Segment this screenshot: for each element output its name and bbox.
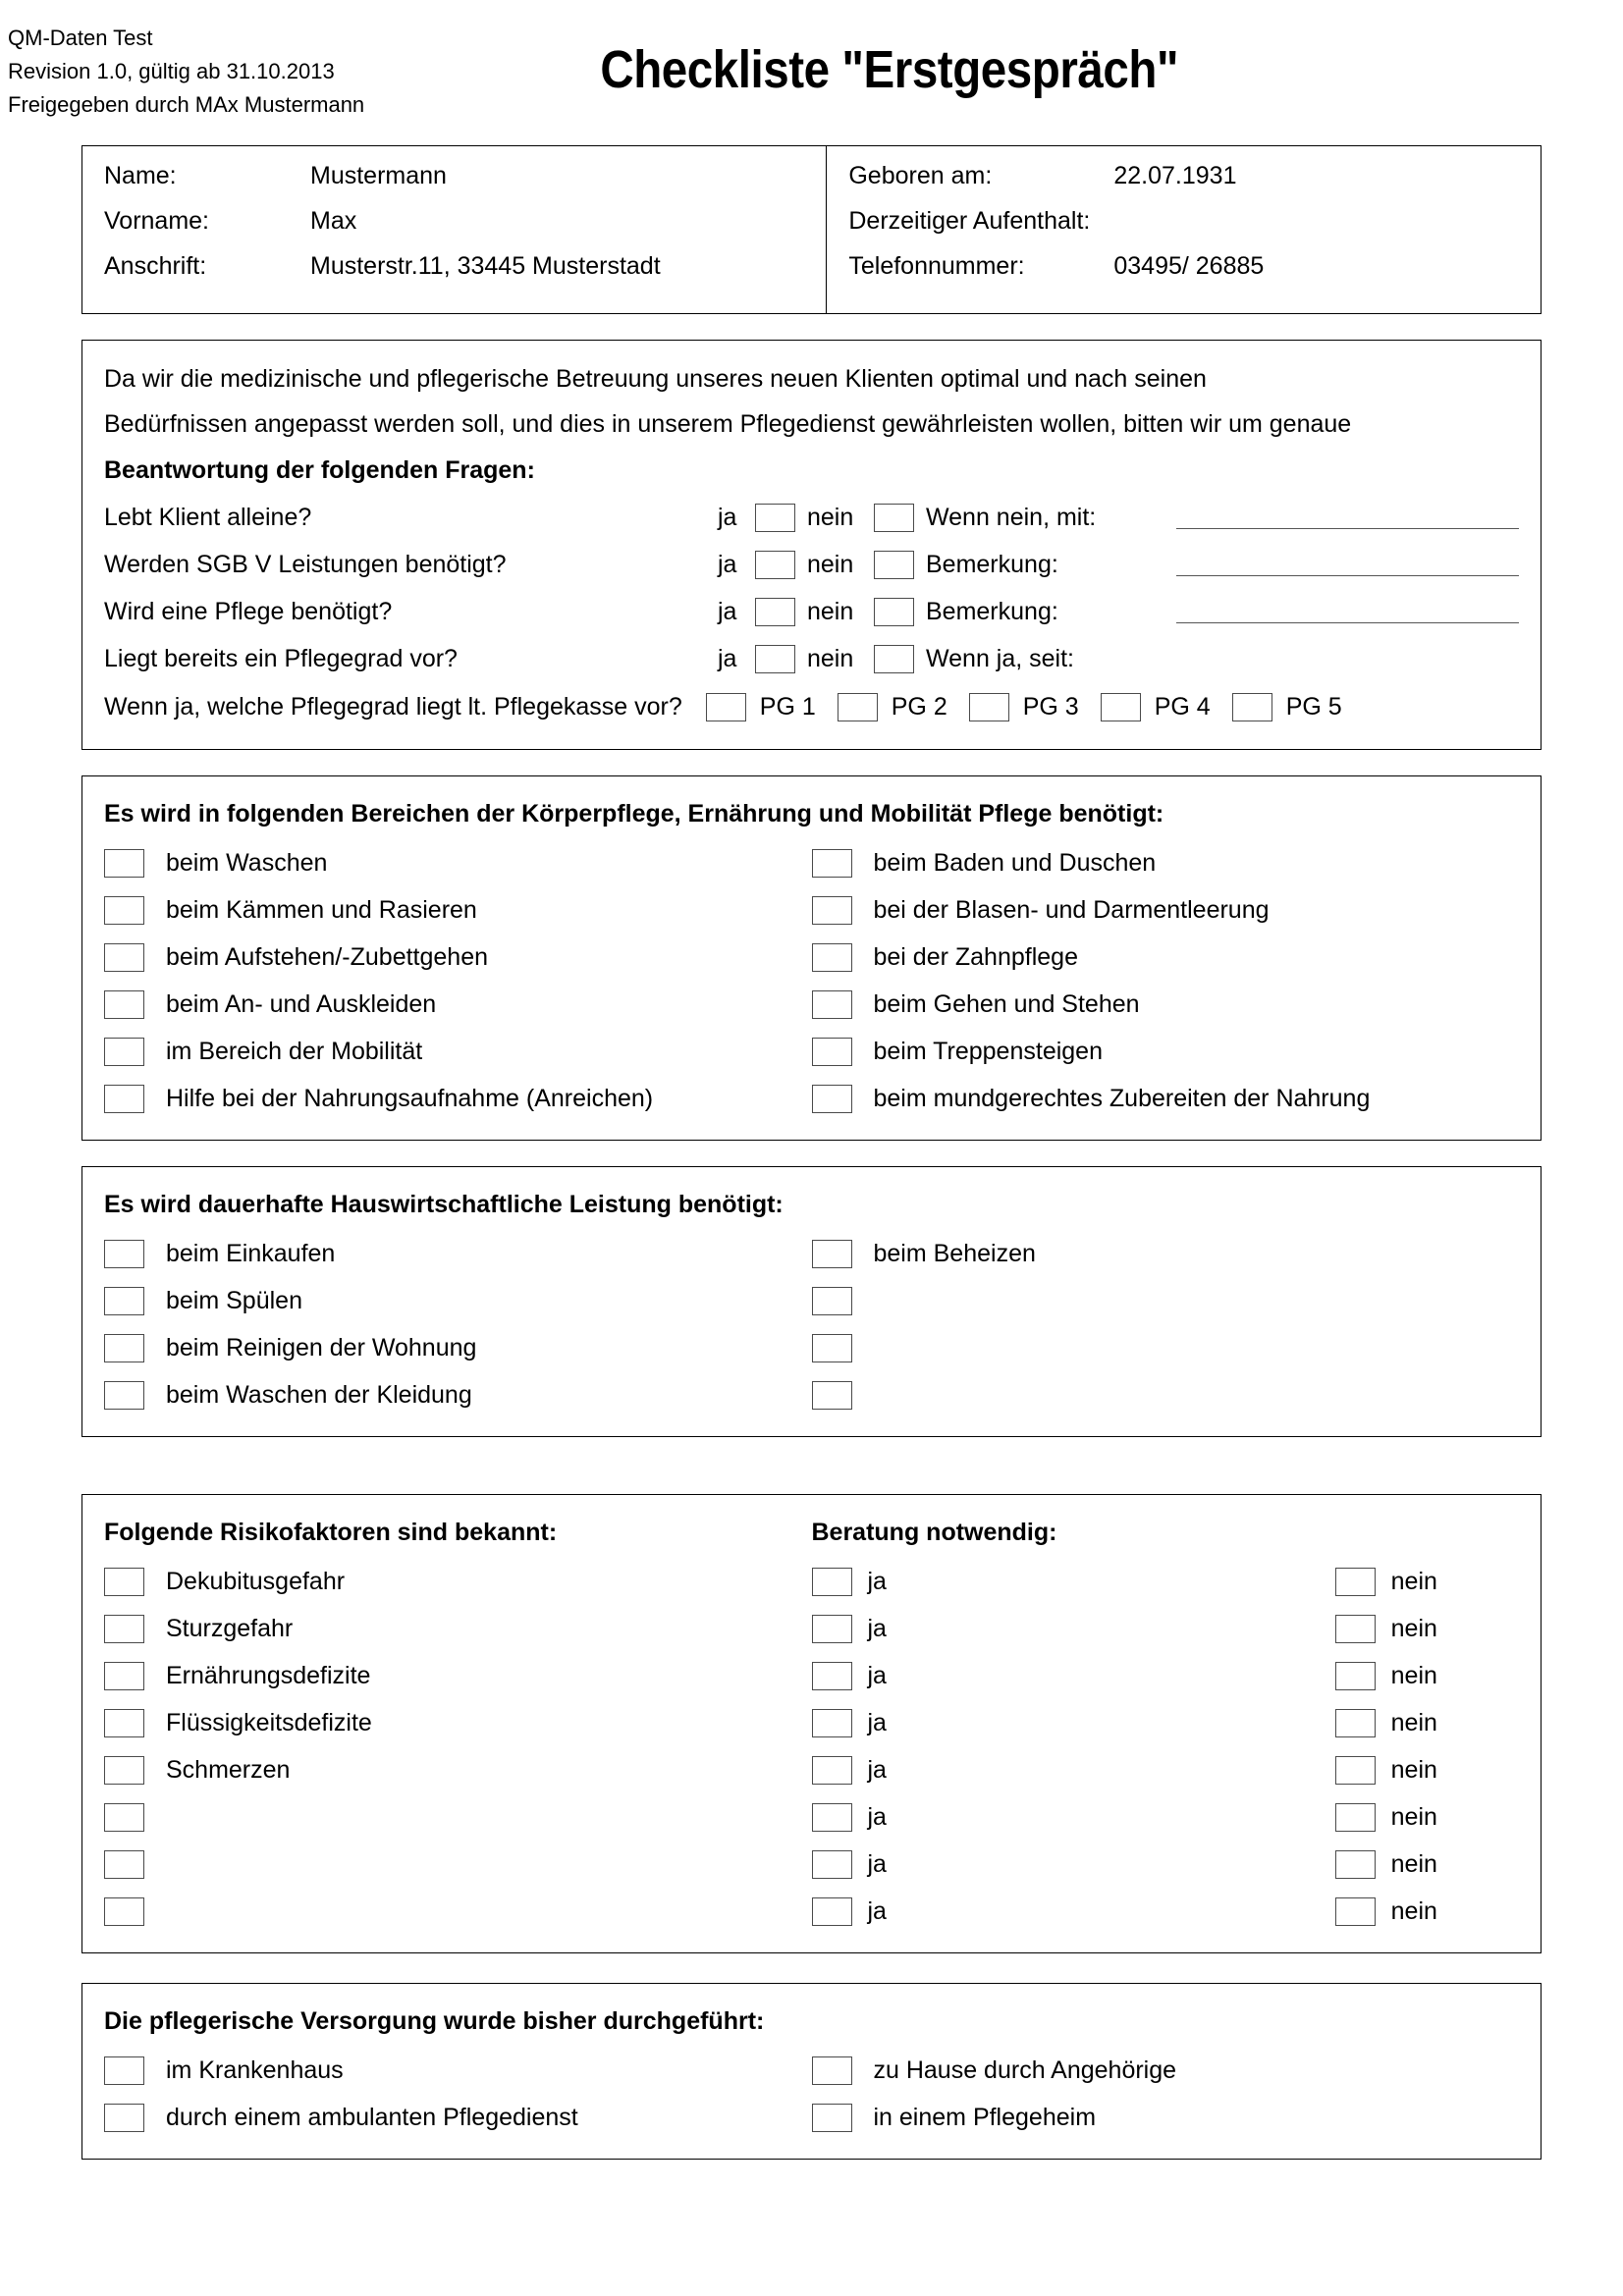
risk-checkbox[interactable] xyxy=(104,1662,144,1690)
hauswirtschaft-section xyxy=(81,1166,1542,1437)
question-nein-checkbox[interactable] xyxy=(874,598,914,626)
checkbox-row xyxy=(104,1277,812,1324)
patient-geboren-value[interactable]: 22.07.1931 xyxy=(1113,162,1237,189)
checkbox-row xyxy=(104,1028,812,1075)
patient-row-vorname xyxy=(104,207,826,252)
patient-geboren-label: Geboren am: xyxy=(848,162,993,189)
patient-anschrift-value[interactable]: Musterstr.11, 33445 Musterstadt xyxy=(310,252,661,280)
hauswirtschaft-title: Es wird dauerhafte Hauswirtschaftliche Leistung benötigt: xyxy=(104,1191,784,1218)
patient-anschrift-label: Anschrift: xyxy=(104,252,207,280)
question-row xyxy=(104,541,1519,588)
beratung-ja-checkbox[interactable] xyxy=(812,1662,852,1690)
checkbox-label: bei der Zahnpflege xyxy=(873,942,1078,971)
risk-checkbox[interactable] xyxy=(104,1568,144,1596)
risk-row xyxy=(104,1558,1519,1605)
pflegegrad-option-4 xyxy=(1101,693,1232,721)
question-ja-label: ja xyxy=(718,644,737,672)
beratung-nein-checkbox[interactable] xyxy=(1335,1897,1376,1926)
beratung-ja-cell xyxy=(812,1662,1335,1690)
risk-checkbox[interactable] xyxy=(104,1897,144,1926)
question-row xyxy=(104,494,1519,541)
question-row xyxy=(104,588,1519,635)
beratung-nein-checkbox[interactable] xyxy=(1335,1850,1376,1879)
risk-checkbox[interactable] xyxy=(104,1756,144,1785)
patient-name-label: Name: xyxy=(104,162,177,189)
checkbox-row xyxy=(104,1075,812,1122)
checkbox-row xyxy=(812,1371,1520,1418)
checkbox-label: beim Waschen der Kleidung xyxy=(166,1380,472,1409)
patient-vorname-label: Vorname: xyxy=(104,207,210,235)
checkbox-row xyxy=(812,934,1520,981)
question-label: Werden SGB V Leistungen benötigt? xyxy=(104,550,507,578)
question-nein-checkbox[interactable] xyxy=(874,504,914,532)
question-row xyxy=(104,635,1519,682)
patient-row-geboren xyxy=(848,162,1541,207)
hauswirtschaft-checkbox[interactable] xyxy=(812,1381,852,1410)
koerperpflege-checkbox[interactable] xyxy=(812,990,852,1019)
beratung-nein-label: nein xyxy=(1390,1614,1437,1642)
checkbox-row xyxy=(104,1371,812,1418)
question-nein-label: nein xyxy=(807,550,854,578)
question-label: Lebt Klient alleine? xyxy=(104,503,312,531)
question-nein-checkbox[interactable] xyxy=(874,551,914,579)
question-note-label: Bemerkung: xyxy=(926,597,1058,625)
question-note-spacer xyxy=(1176,669,1519,670)
question-label: Liegt bereits ein Pflegegrad vor? xyxy=(104,644,458,672)
checkbox-row xyxy=(104,934,812,981)
checkbox-label: beim Beheizen xyxy=(873,1239,1036,1267)
pflegegrad-option-5 xyxy=(1232,693,1364,721)
checkbox-label: beim Gehen und Stehen xyxy=(873,989,1140,1018)
versorgung-section xyxy=(81,1983,1542,2160)
beratung-ja-label: ja xyxy=(867,1567,887,1595)
koerperpflege-title: Es wird in folgenden Bereichen der Körperpflege, Ernährung und Mobilität Pflege benötigt: xyxy=(104,800,1164,828)
beratung-ja-label: ja xyxy=(867,1708,887,1736)
beratung-nein-checkbox[interactable] xyxy=(1335,1709,1376,1737)
document-header xyxy=(0,0,1623,145)
checkbox-row xyxy=(104,839,812,886)
doc-meta-line-3: Freigegeben durch MAx Mustermann xyxy=(8,92,365,117)
checkbox-row xyxy=(812,1028,1520,1075)
hauswirtschaft-checkbox[interactable] xyxy=(812,1287,852,1315)
hauswirtschaft-left-column xyxy=(104,1230,812,1418)
patient-data-left-column xyxy=(82,146,826,313)
checkbox-row xyxy=(812,1277,1520,1324)
patient-name-value[interactable]: Mustermann xyxy=(310,162,447,189)
hauswirtschaft-checkbox[interactable] xyxy=(812,1240,852,1268)
checkbox-label: bei der Blasen- und Darmentleerung xyxy=(873,895,1270,924)
question-note-label: Bemerkung: xyxy=(926,550,1058,578)
beratung-nein-cell xyxy=(1335,1615,1519,1643)
question-note-input-line[interactable] xyxy=(1176,621,1519,623)
beratung-ja-checkbox[interactable] xyxy=(812,1568,852,1596)
checkbox-row xyxy=(812,839,1520,886)
risk-label: Sturzgefahr xyxy=(166,1614,294,1642)
versorgung-checkbox[interactable] xyxy=(104,2104,144,2132)
risikofaktoren-title: Folgende Risikofaktoren sind bekannt: xyxy=(104,1519,558,1546)
beratung-ja-label: ja xyxy=(867,1755,887,1784)
patient-vorname-value[interactable]: Max xyxy=(310,207,357,235)
versorgung-checkbox[interactable] xyxy=(104,2056,144,2085)
koerperpflege-section xyxy=(81,775,1542,1141)
checkbox-label: beim Baden und Duschen xyxy=(873,848,1157,877)
beratung-nein-checkbox[interactable] xyxy=(1335,1756,1376,1785)
beratung-ja-checkbox[interactable] xyxy=(812,1850,852,1879)
patient-data-table xyxy=(81,145,1542,314)
beratung-ja-label: ja xyxy=(867,1849,887,1878)
risk-label: Ernährungsdefizite xyxy=(166,1661,371,1689)
intro-text-bold: Beantwortung der folgenden Fragen: xyxy=(104,456,535,484)
koerperpflege-checkbox[interactable] xyxy=(812,1085,852,1113)
patient-row-anschrift xyxy=(104,252,826,297)
versorgung-checkbox[interactable] xyxy=(812,2104,852,2132)
risk-row xyxy=(104,1841,1519,1888)
checkbox-row xyxy=(812,981,1520,1028)
risk-row xyxy=(104,1699,1519,1746)
checkbox-label: beim Spülen xyxy=(166,1286,302,1314)
koerperpflege-columns xyxy=(104,839,1519,1122)
beratung-ja-label: ja xyxy=(867,1802,887,1831)
beratung-nein-cell xyxy=(1335,1897,1519,1926)
versorgung-checkbox[interactable] xyxy=(812,2056,852,2085)
checkbox-row xyxy=(812,886,1520,934)
intro-questions-section xyxy=(81,340,1542,750)
beratung-nein-label: nein xyxy=(1390,1661,1437,1689)
risikofaktoren-headers xyxy=(104,1511,1519,1554)
beratung-nein-cell xyxy=(1335,1568,1519,1596)
beratung-title: Beratung notwendig: xyxy=(811,1519,1057,1546)
question-ja-label: ja xyxy=(718,597,737,625)
beratung-nein-checkbox[interactable] xyxy=(1335,1568,1376,1596)
beratung-nein-checkbox[interactable] xyxy=(1335,1803,1376,1832)
pflegegrad-option-3 xyxy=(969,693,1101,721)
risk-label: Dekubitusgefahr xyxy=(166,1567,346,1595)
checkbox-row xyxy=(104,1324,812,1371)
checkbox-label: durch einem ambulanten Pflegedienst xyxy=(166,2103,578,2131)
beratung-nein-cell xyxy=(1335,1803,1519,1832)
koerperpflege-checkbox[interactable] xyxy=(104,896,144,925)
question-ja-label: ja xyxy=(718,503,737,531)
checkbox-label xyxy=(852,1395,874,1396)
patient-aufenthalt-label: Derzeitiger Aufenthalt: xyxy=(848,207,1091,235)
beratung-nein-label: nein xyxy=(1390,1849,1437,1878)
question-note-label: Wenn nein, mit: xyxy=(926,503,1097,531)
checkbox-row xyxy=(812,1324,1520,1371)
risk-checkbox[interactable] xyxy=(104,1803,144,1832)
intro-text-line-1: Da wir die medizinische und pflegerische Betreuung unseres neuen Klienten optimal und nach seinen xyxy=(104,365,1207,393)
checkbox-label: beim mundgerechtes Zubereiten der Nahrung xyxy=(873,1084,1371,1112)
beratung-ja-checkbox[interactable] xyxy=(812,1803,852,1832)
hauswirtschaft-checkbox[interactable] xyxy=(104,1240,144,1268)
checkbox-label: beim Aufstehen/-Zubettgehen xyxy=(166,942,489,971)
koerperpflege-checkbox[interactable] xyxy=(812,943,852,972)
beratung-nein-label: nein xyxy=(1390,1896,1437,1925)
risk-name-cell xyxy=(104,1756,812,1785)
page-title: Checkliste "Erstgespräch" xyxy=(600,40,1179,99)
beratung-nein-label: nein xyxy=(1390,1708,1437,1736)
versorgung-columns xyxy=(104,2047,1519,2141)
beratung-ja-checkbox[interactable] xyxy=(812,1615,852,1643)
patient-telefon-label: Telefonnummer: xyxy=(848,252,1025,280)
hauswirtschaft-checkbox[interactable] xyxy=(104,1334,144,1362)
beratung-ja-checkbox[interactable] xyxy=(812,1756,852,1785)
risk-row xyxy=(104,1652,1519,1699)
koerperpflege-left-column xyxy=(104,839,812,1122)
koerperpflege-checkbox[interactable] xyxy=(104,990,144,1019)
koerperpflege-checkbox[interactable] xyxy=(812,849,852,878)
checkbox-label: beim An- und Auskleiden xyxy=(166,989,437,1018)
risk-name-cell xyxy=(104,1568,812,1596)
checkbox-label: im Krankenhaus xyxy=(166,2056,344,2084)
patient-row-name xyxy=(104,162,826,207)
risk-row xyxy=(104,1793,1519,1841)
question-ja-label: ja xyxy=(718,550,737,578)
risk-row xyxy=(104,1888,1519,1935)
hauswirtschaft-checkbox[interactable] xyxy=(104,1381,144,1410)
koerperpflege-checkbox[interactable] xyxy=(812,896,852,925)
beratung-nein-cell xyxy=(1335,1662,1519,1690)
pflegegrad-5-checkbox[interactable] xyxy=(1232,693,1272,721)
question-ja-checkbox[interactable] xyxy=(755,504,795,532)
pflegegrad-4-checkbox[interactable] xyxy=(1101,693,1141,721)
beratung-ja-cell xyxy=(812,1850,1335,1879)
risk-checkbox[interactable] xyxy=(104,1850,144,1879)
beratung-nein-label: nein xyxy=(1390,1802,1437,1831)
koerperpflege-checkbox[interactable] xyxy=(104,1038,144,1066)
koerperpflege-checkbox[interactable] xyxy=(812,1038,852,1066)
versorgung-left-column xyxy=(104,2047,812,2141)
doc-meta-line-1: QM-Daten Test xyxy=(8,26,153,50)
pflegegrad-2-label: PG 2 xyxy=(891,692,947,721)
checkbox-row xyxy=(812,2047,1520,2094)
pflegegrad-5-label: PG 5 xyxy=(1285,692,1342,721)
patient-telefon-value[interactable]: 03495/ 26885 xyxy=(1113,252,1265,280)
risk-checkbox[interactable] xyxy=(104,1709,144,1737)
beratung-ja-cell xyxy=(812,1803,1335,1832)
pflegegrad-3-checkbox[interactable] xyxy=(969,693,1009,721)
checkbox-label xyxy=(852,1301,874,1302)
risk-name-cell xyxy=(104,1615,812,1643)
beratung-ja-cell xyxy=(812,1897,1335,1926)
checkbox-label: im Bereich der Mobilität xyxy=(166,1037,423,1065)
checkbox-label: beim Kämmen und Rasieren xyxy=(166,895,477,924)
koerperpflege-right-column xyxy=(812,839,1520,1122)
question-note-label: Wenn ja, seit: xyxy=(926,644,1075,672)
pflegegrad-option-1 xyxy=(706,693,838,721)
pflegegrad-option-2 xyxy=(838,693,969,721)
hauswirtschaft-right-column xyxy=(812,1230,1520,1418)
checkbox-label: beim Reinigen der Wohnung xyxy=(166,1333,477,1362)
patient-row-telefon xyxy=(848,252,1541,297)
patient-data-right-column xyxy=(826,146,1541,313)
beratung-ja-cell xyxy=(812,1756,1335,1785)
risk-checkbox[interactable] xyxy=(104,1615,144,1643)
risk-name-cell xyxy=(104,1897,812,1926)
beratung-ja-cell xyxy=(812,1709,1335,1737)
question-note-input-line[interactable] xyxy=(1176,527,1519,529)
beratung-nein-label: nein xyxy=(1390,1567,1437,1595)
question-note-input-line[interactable] xyxy=(1176,574,1519,576)
checkbox-label: Hilfe bei der Nahrungsaufnahme (Anreichen) xyxy=(166,1084,654,1112)
beratung-ja-label: ja xyxy=(867,1614,887,1642)
koerperpflege-checkbox[interactable] xyxy=(104,849,144,878)
intro-text-line-2: Bedürfnissen angepasst werden soll, und dies in unserem Pflegedienst gewährleisten wollen, bitten wir um genaue xyxy=(104,410,1352,438)
risikofaktoren-section xyxy=(81,1494,1542,1953)
pflegegrad-1-label: PG 1 xyxy=(759,692,816,721)
checkbox-row xyxy=(812,2094,1520,2141)
checkbox-label: zu Hause durch Angehörige xyxy=(873,2056,1177,2084)
pflegegrad-1-checkbox[interactable] xyxy=(706,693,746,721)
hauswirtschaft-columns xyxy=(104,1230,1519,1418)
beratung-ja-cell xyxy=(812,1615,1335,1643)
question-ja-checkbox[interactable] xyxy=(755,551,795,579)
beratung-nein-label: nein xyxy=(1390,1755,1437,1784)
patient-row-aufenthalt xyxy=(848,207,1541,252)
question-nein-label: nein xyxy=(807,644,854,672)
checkbox-label xyxy=(852,1348,874,1349)
hauswirtschaft-checkbox[interactable] xyxy=(104,1287,144,1315)
pflegegrad-question-label: Wenn ja, welche Pflegegrad liegt lt. Pflegekasse vor? xyxy=(104,692,682,721)
risk-name-cell xyxy=(104,1709,812,1737)
risk-label: Schmerzen xyxy=(166,1755,291,1784)
beratung-ja-cell xyxy=(812,1568,1335,1596)
versorgung-title: Die pflegerische Versorgung wurde bisher durchgeführt: xyxy=(104,2007,765,2035)
risk-name-cell xyxy=(104,1662,812,1690)
checkbox-row xyxy=(812,1230,1520,1277)
question-nein-label: nein xyxy=(807,597,854,625)
pflegegrad-3-label: PG 3 xyxy=(1022,692,1079,721)
beratung-ja-checkbox[interactable] xyxy=(812,1709,852,1737)
checkbox-row xyxy=(104,981,812,1028)
question-ja-checkbox[interactable] xyxy=(755,598,795,626)
pflegegrad-4-label: PG 4 xyxy=(1154,692,1211,721)
checkbox-label: in einem Pflegeheim xyxy=(873,2103,1097,2131)
question-nein-label: nein xyxy=(807,503,854,531)
question-label: Wird eine Pflege benötigt? xyxy=(104,597,393,625)
koerperpflege-checkbox[interactable] xyxy=(104,943,144,972)
checkbox-row xyxy=(812,1075,1520,1122)
question-ja-checkbox[interactable] xyxy=(755,645,795,673)
hauswirtschaft-checkbox[interactable] xyxy=(812,1334,852,1362)
checkbox-row xyxy=(104,886,812,934)
beratung-nein-checkbox[interactable] xyxy=(1335,1662,1376,1690)
doc-meta-line-2: Revision 1.0, gültig ab 31.10.2013 xyxy=(8,59,335,83)
checkbox-row xyxy=(104,1230,812,1277)
beratung-ja-label: ja xyxy=(867,1896,887,1925)
checkbox-row xyxy=(104,2094,812,2141)
risk-name-cell xyxy=(104,1850,812,1879)
checkbox-label: beim Waschen xyxy=(166,848,328,877)
risk-name-cell xyxy=(104,1803,812,1832)
pflegegrad-2-checkbox[interactable] xyxy=(838,693,878,721)
question-nein-checkbox[interactable] xyxy=(874,645,914,673)
beratung-nein-cell xyxy=(1335,1709,1519,1737)
beratung-ja-label: ja xyxy=(867,1661,887,1689)
risk-label: Flüssigkeitsdefizite xyxy=(166,1708,372,1736)
beratung-nein-cell xyxy=(1335,1756,1519,1785)
pflegegrad-row xyxy=(104,682,1519,731)
beratung-nein-cell xyxy=(1335,1850,1519,1879)
risk-row xyxy=(104,1746,1519,1793)
beratung-ja-checkbox[interactable] xyxy=(812,1897,852,1926)
checkbox-label: beim Einkaufen xyxy=(166,1239,336,1267)
koerperpflege-checkbox[interactable] xyxy=(104,1085,144,1113)
checkbox-row xyxy=(104,2047,812,2094)
versorgung-right-column xyxy=(812,2047,1520,2141)
risk-row xyxy=(104,1605,1519,1652)
checkbox-label: beim Treppensteigen xyxy=(873,1037,1103,1065)
beratung-nein-checkbox[interactable] xyxy=(1335,1615,1376,1643)
